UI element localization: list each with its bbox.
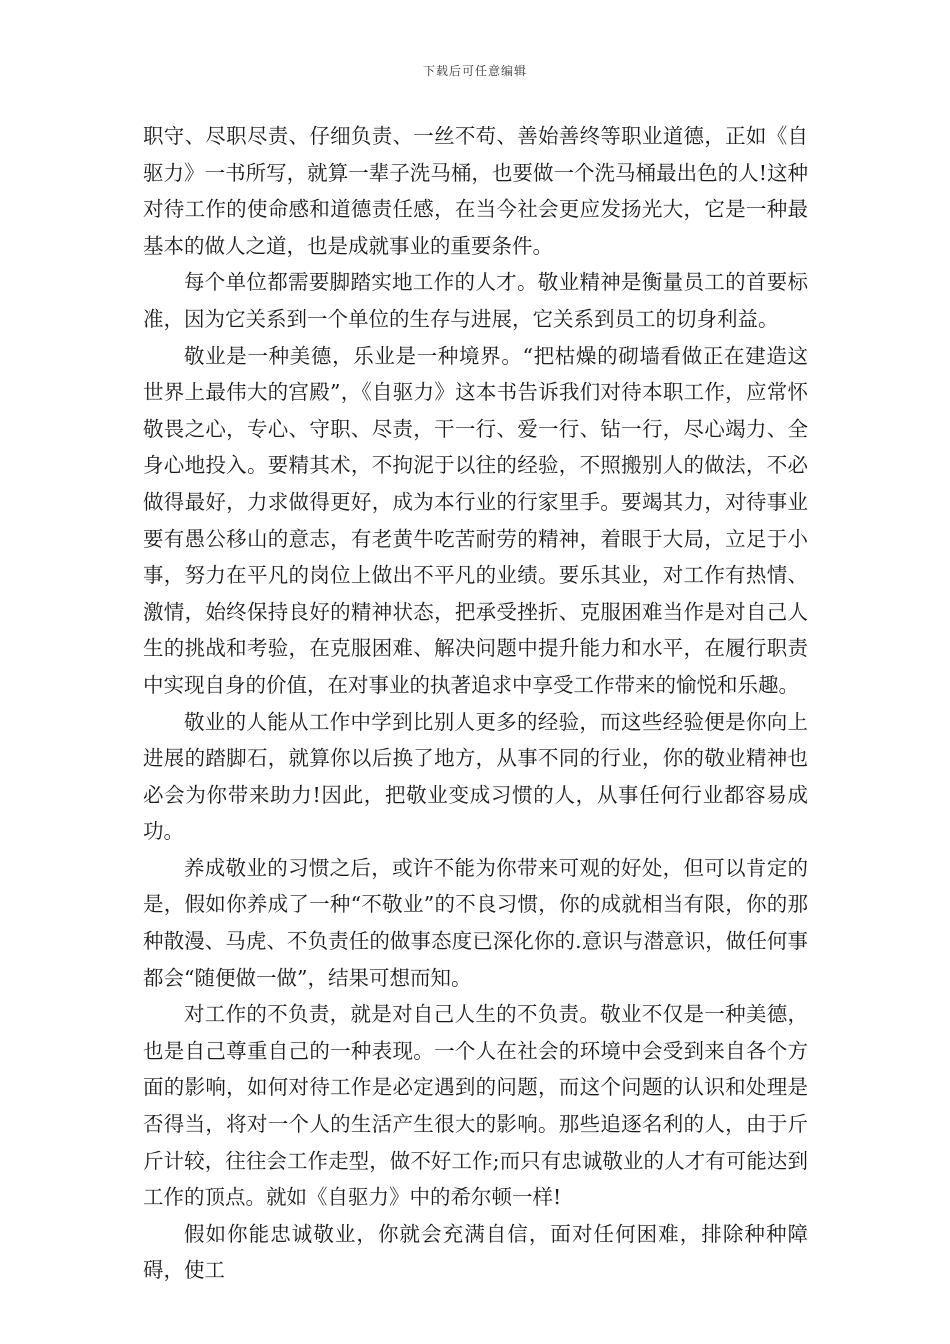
page-header: 下载后可任意编辑 <box>422 64 527 78</box>
paragraph-4: 敬业的人能从工作中学到比别人更多的经验，而这些经验便是你向上进展的踏脚石，就算你以后换了地方，从事不同的行业，你的敬业精神也必会为你带来助力!因此，把敬业变成习惯的人，从事任何行业都容易成功。 <box>143 709 808 844</box>
paragraph-2: 每个单位都需要脚踏实地工作的人才。敬业精神是衡量员工的首要标准，因为它关系到一个单位的生存与进展，它关系到员工的切身利益。 <box>143 270 808 331</box>
paragraph-6: 对工作的不负责，就是对自己人生的不负责。敬业不仅是一种美德，也是自己尊重自己的一种表现。一个人在社会的环境中会受到来自各个方面的影响，如何对待工作是必定遇到的问题，而这个问题的认识和处理是否得当，将对一个人的生活产生很大的影响。那些追逐名利的人，由于斤斤计较，往往会工作走型，做不好工作;而只有忠诚敬业的人才有可能达到工作的顶点。就如《自驱力》中的希尔顿一样! <box>143 1002 808 1210</box>
paragraph-5: 养成敬业的习惯之后，或许不能为你带来可观的好处，但可以肯定的是，假如你养成了一种“不敬业”的不良习惯，你的成就相当有限，你的那种散漫、马虎、不负责任的做事态度已深化你的.意识与潜意识，做任何事都会“随便做一做”，结果可想而知。 <box>143 855 808 990</box>
paragraph-7: 假如你能忠诚敬业，你就会充满自信，面对任何困难，排除种种障碍，使工 <box>143 1221 808 1283</box>
paragraph-3: 敬业是一种美德，乐业是一种境界。“把枯燥的砌墙看做正在建造这世界上最伟大的宫殿”，《自驱力》这本书告诉我们对待本职工作，应常怀敬畏之心，专心、守职、尽责，干一行、爱一行、钻一行，尽心竭力、全身心地投入。要精其术，不拘泥于以往的经验，不照搬别人的做法，不必做得最好，力求做得更好，成为本行业的行家里手。要竭其力，对待事业要有愚公移山的意志，有老黄牛吃苦耐劳的精神，着眼于大局，立足于小事，努力在平凡的岗位上做出不平凡的业绩。要乐其业，对工作有热情、激情，始终保持良好的精神状态，把承受挫折、克服困难当作是对自己人生的挑战和考验，在克服困难、解决问题中提升能力和水平，在履行职责中实现自身的价值，在对事业的执著追求中享受工作带来的愉悦和乐趣。 <box>143 343 808 697</box>
paragraph-1: 职守、尽职尽责、仔细负责、一丝不苟、善始善终等职业道德，正如《自驱力》一书所写，就算一辈子洗马桶，也要做一个洗马桶最出色的人!这种对待工作的使命感和道德责任感，在当今社会更应发扬光大，它是一种最基本的做人之道，也是成就事业的重要条件。 <box>143 124 808 258</box>
document-body <box>143 118 808 1289</box>
